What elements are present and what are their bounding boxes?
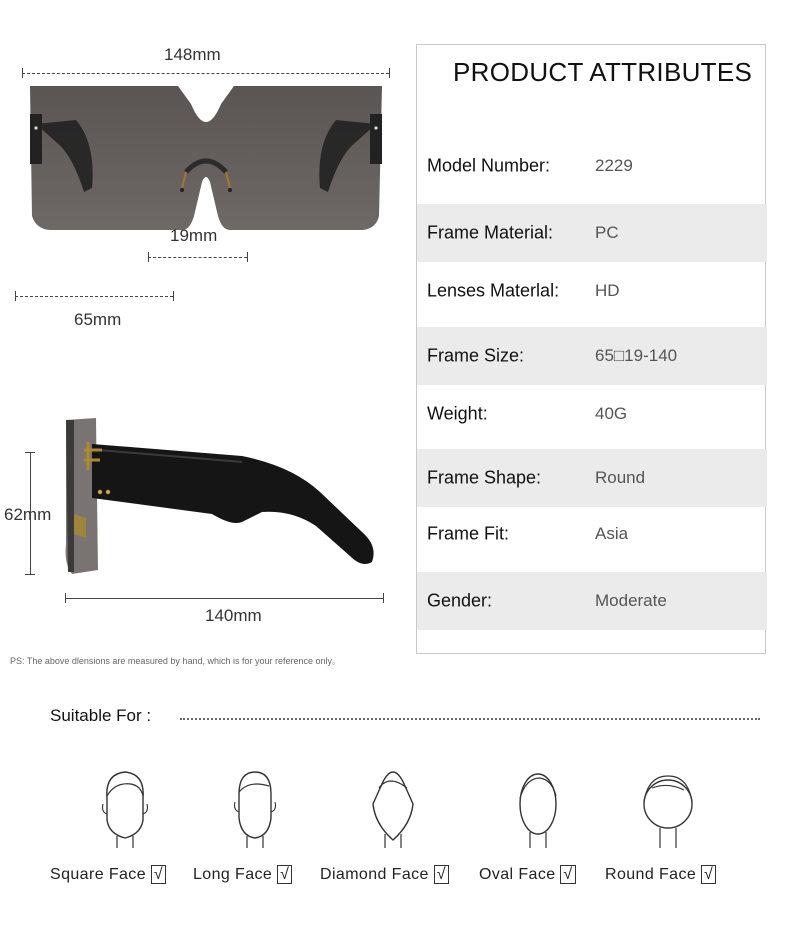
attribute-row-frame-material xyxy=(417,204,767,262)
attribute-value: PC xyxy=(595,223,619,242)
attribute-value: Moderate xyxy=(595,591,667,610)
checkbox-checked-icon: √ xyxy=(701,865,716,884)
attribute-row-gender xyxy=(417,572,767,630)
attribute-row-weight xyxy=(417,385,767,443)
bridge-dimension-label: 19mm xyxy=(170,226,218,245)
square-face-icon xyxy=(95,768,155,848)
product-attributes-panel xyxy=(416,44,766,654)
sunglasses-front-image xyxy=(26,84,386,239)
measurement-note: PS: The above dlensions are measured by hand, which is for your reference only。 xyxy=(10,656,342,666)
suitable-for-label: Suitable For : xyxy=(50,706,152,725)
round-face-icon xyxy=(638,768,698,848)
checkbox-checked-icon: √ xyxy=(151,865,166,884)
attribute-row-frame-size xyxy=(417,327,767,385)
attribute-label: Lenses Materlal: xyxy=(427,280,560,301)
attribute-label: Frame Shape: xyxy=(427,467,542,488)
face-name: Square Face xyxy=(50,866,147,883)
checkbox-checked-icon: √ xyxy=(434,865,449,884)
attribute-row-frame-shape xyxy=(417,449,767,507)
attribute-value: 40G xyxy=(595,404,628,423)
diamond-face-icon xyxy=(363,768,423,848)
oval-face-icon xyxy=(508,768,568,848)
attribute-label: Frame Material: xyxy=(427,222,554,243)
face-label-diamond xyxy=(320,866,449,884)
face-label-long xyxy=(193,866,292,884)
face-label-square xyxy=(50,866,166,884)
attribute-value: HD xyxy=(595,281,620,300)
width-dimension-label: 148mm xyxy=(164,45,221,64)
attribute-label: Frame Size: xyxy=(427,345,525,366)
attribute-row-lenses-material xyxy=(417,262,767,320)
attribute-value: 65□19-140 xyxy=(595,346,678,365)
sunglasses-side-image xyxy=(62,414,382,580)
attribute-value: Round xyxy=(595,468,646,487)
dotted-divider xyxy=(180,718,760,720)
face-label-oval xyxy=(479,866,576,884)
face-name: Round Face xyxy=(605,866,697,883)
attribute-label: Gender: xyxy=(427,590,493,611)
attributes-title: PRODUCT ATTRIBUTES xyxy=(453,57,753,87)
attribute-label: Model Number: xyxy=(427,155,551,176)
height-dimension-label: 62mm xyxy=(4,505,52,524)
attribute-value: 2229 xyxy=(595,156,633,175)
attribute-value: Asia xyxy=(595,524,629,543)
attribute-row-model-number xyxy=(417,137,767,195)
face-label-round xyxy=(605,866,716,884)
lens-dimension-label: 65mm xyxy=(74,310,122,329)
checkbox-checked-icon: √ xyxy=(277,865,292,884)
face-name: Diamond Face xyxy=(320,866,429,883)
checkbox-checked-icon: √ xyxy=(560,865,575,884)
attribute-label: Frame Fit: xyxy=(427,523,510,544)
face-name: Oval Face xyxy=(479,866,556,883)
temple-dimension-label: 140mm xyxy=(205,606,262,625)
attribute-row-frame-fit xyxy=(417,505,767,563)
attribute-label: Weight: xyxy=(427,403,488,424)
long-face-icon xyxy=(225,768,285,848)
face-name: Long Face xyxy=(193,866,273,883)
